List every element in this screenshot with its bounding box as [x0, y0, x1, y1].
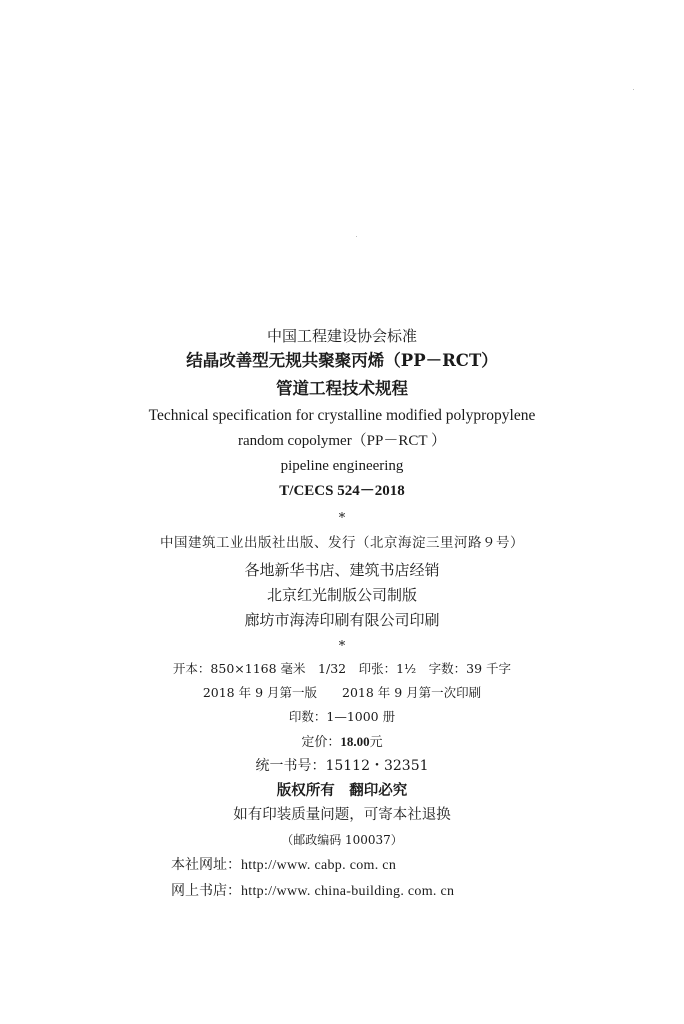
price-label: 定价： — [301, 735, 341, 750]
standard-code: T/CECS 524－2018 — [279, 483, 405, 499]
website-url[interactable]: http://www. cabp. com. cn — [241, 858, 397, 873]
bookstore-line — [171, 884, 454, 899]
copyright-line: 版权所有 翻印必究 — [276, 782, 408, 799]
title-line-1: 结晶改善型无规共聚聚丙烯（PP－RCT） — [186, 351, 498, 370]
price-value: 18.00 — [340, 734, 370, 749]
format-spec-line: 开本：850×1168 毫米 1/32 印张：1½ 字数：39 千字 — [172, 661, 512, 676]
isbn-line: 统一书号：15112・32351 — [255, 758, 429, 774]
scan-speck — [356, 236, 357, 237]
publisher-line: 中国建筑工业出版社出版、发行（北京海淀三里河路９号） — [160, 535, 524, 551]
edition-line: 2018 年 9 月第一版 2018 年 9 月第一次印刷 — [202, 685, 482, 700]
separator-asterisk-1: * — [338, 511, 346, 526]
english-title-line-3: pipeline engineering — [280, 458, 404, 474]
website-label: 本社网址： — [171, 857, 241, 873]
printer-line: 廊坊市海涛印刷有限公司印刷 — [244, 611, 440, 629]
bookstore-label: 网上书店： — [171, 883, 241, 899]
english-title-line-1: Technical specification for crystalline modified polypropylene — [148, 407, 536, 424]
separator-asterisk-2: * — [338, 639, 346, 654]
bookstore-url[interactable]: http://www. china-building. com. cn — [241, 884, 455, 899]
website-line — [171, 858, 396, 873]
postal-code-line: （邮政编码 100037） — [281, 833, 403, 847]
scan-speck — [633, 89, 634, 90]
price-line — [0, 735, 684, 749]
price-unit: 元 — [369, 735, 383, 750]
association-name: 中国工程建设协会标准 — [266, 327, 417, 345]
english-title-line-2: random copolymer（PP－RCT ） — [237, 433, 447, 449]
return-notice-line: 如有印装质量问题，可寄本社退换 — [233, 807, 451, 823]
typesetter-line: 北京红光制版公司制版 — [266, 586, 417, 604]
distributor-line: 各地新华书店、建筑书店经销 — [244, 561, 440, 579]
print-run-line: 印数：1—1000 册 — [288, 709, 396, 724]
title-line-2: 管道工程技术规程 — [276, 379, 408, 398]
